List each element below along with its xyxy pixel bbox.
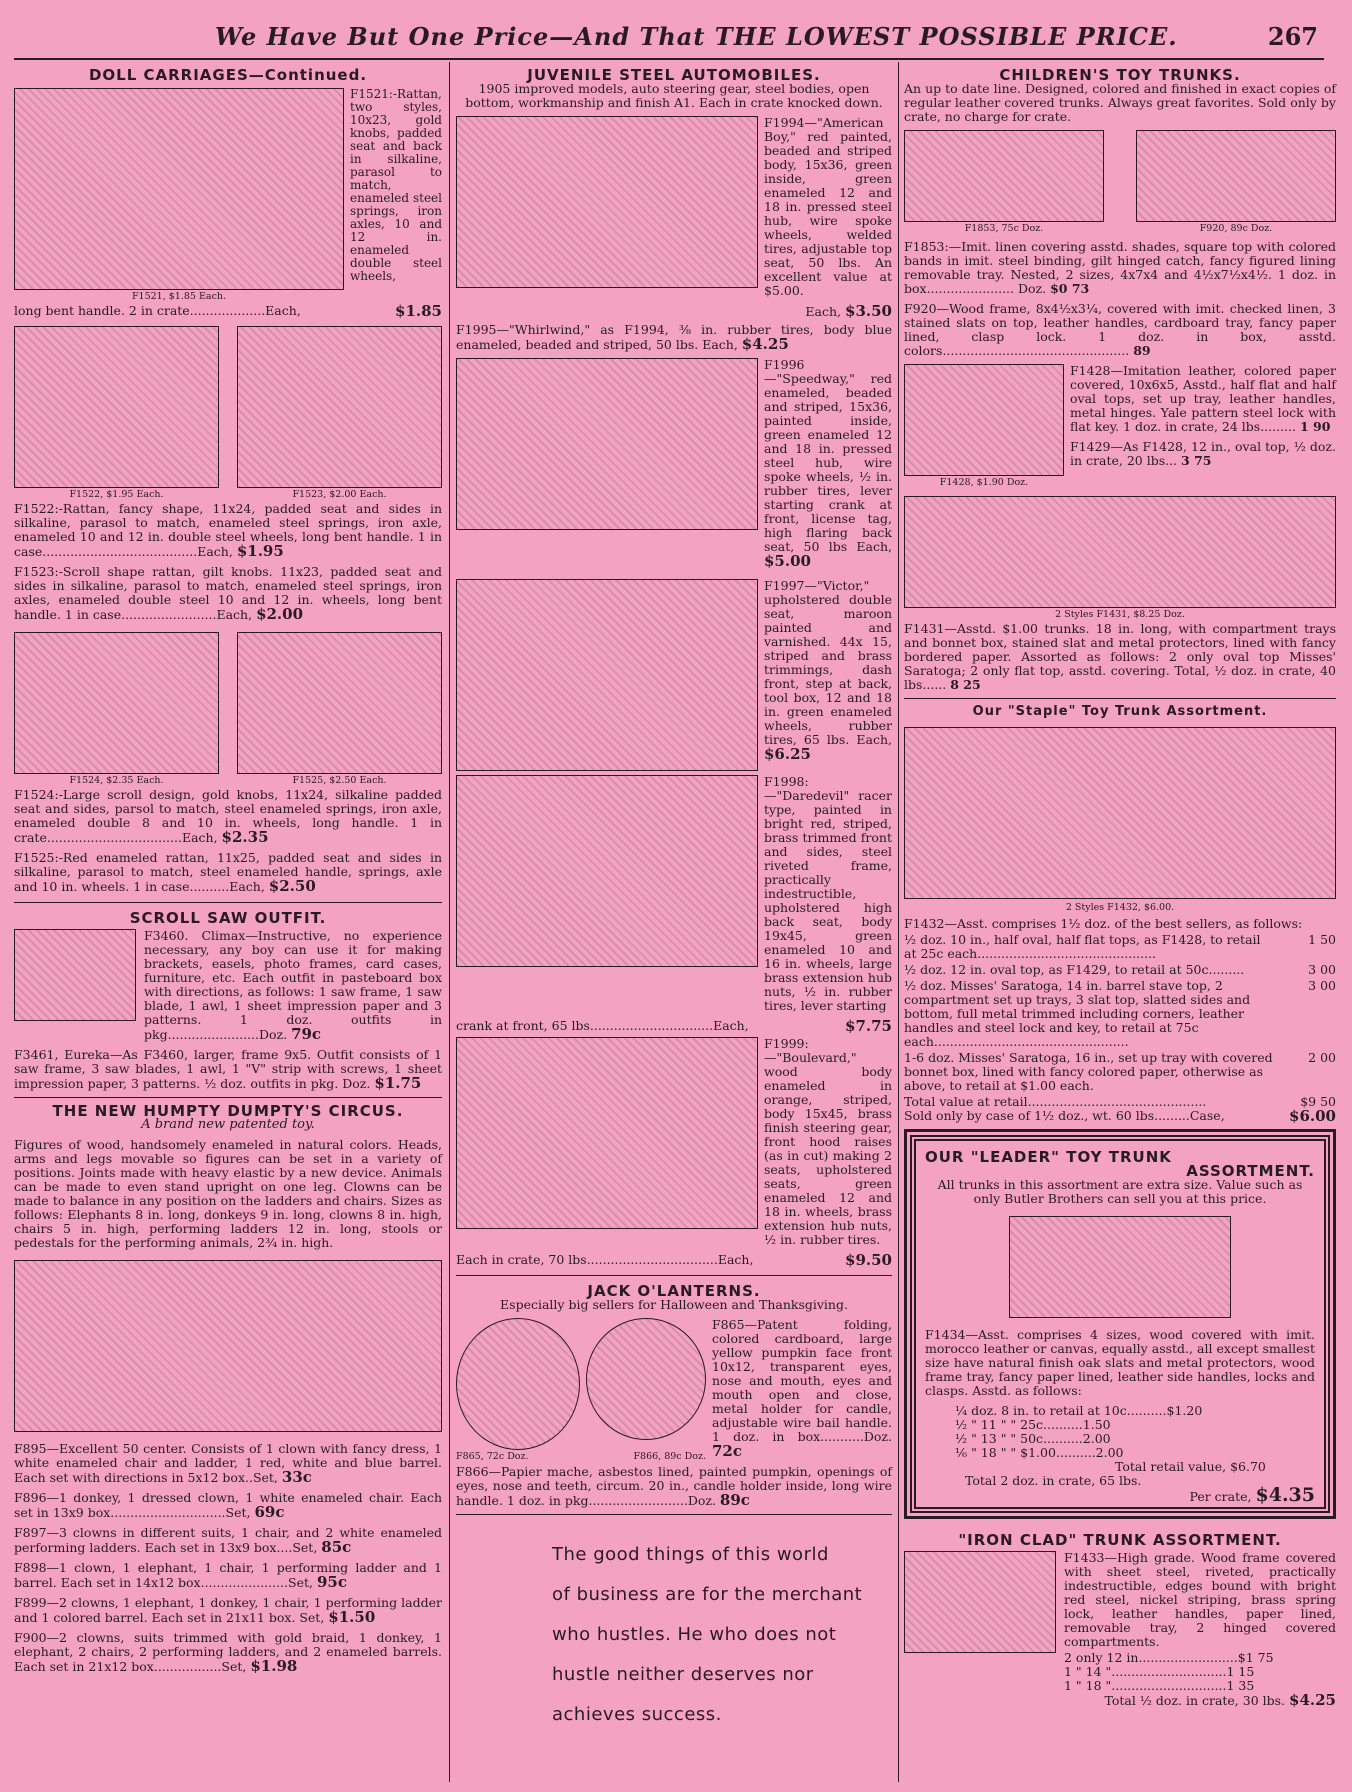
item-f3461: F3461, Eureka—As F3460, larger, frame 9x5. Outfit consists of 1 saw frame, 3 saw blades, 1 awl, 1 "V" strip with screws, 1 sheet impression paper, 3 patterns. ½ doz. outfits in pkg. Doz. $1.75 [14,1047,442,1092]
item-f1997: F1997—"Victor," upholstered double seat, maroon painted and varnished. 44x 15, striped and brass trimmings, dash front, step at back, tool box, 12 and 18 in. green enameled wheels, rubber tires, 65 lbs. Each, $6.25 [764,578,892,763]
f1433-table: 2 only 12 in.........................$1 75 1 " 14 ".............................1 15 1 " 18 ".............................1 35 [1064,1650,1274,1693]
auto-f1997-illustration [456,579,758,771]
trunk-f920-illustration [1136,130,1336,222]
leader-assortment-box: OUR "LEADER" TOY TRUNK ASSORTMENT. All trunks in this assortment are extra size. Value such as only Butler Brothers can sell you at this price. F1434—Asst. comprises 4 sizes, wood covered with imit. morocco leather or canvas, equally asstd., all except smallest size have natural finish oak slats and metal protectors, wood frame tray, fancy paper lined, leather side handles, locks and clasps. Asstd. as follows: ¼ doz. 8 in. to retail at 10c..........$1.20 ½ " 11 " " 25c..........1.50 ½ " 13 " " 50c..........2.00 ⅙ " 18 " " $1.00..........2.00 Total retail value, $6.70 Total 2 doz. in crate, 65 lbs. Per crate, $4.35 [904,1129,1336,1519]
item-f866: F866—Papier mache, asbestos lined, painted pumpkin, openings of eyes, nose and teeth, circum. 20 in., candle holder inside, long wire handle. 1 doz. in pkg.........................Doz. 89c [456,1464,892,1509]
item-f898: F898—1 clown, 1 elephant, 1 chair, 1 performing ladder and 1 barrel. Each set in 14x12 box......................Set, 95c [14,1560,442,1591]
item-f1432: F1432—Asst. comprises 1½ doz. of the best sellers, as follows: [904,916,1303,931]
item-f1525: F1525:-Red enameled rattan, 11x25, padded seat and sides in silkaline, parasol to match, steel enameled handle, springs, axle and 10 in. wheels. 1 in case..........Each, $2.50 [14,850,442,895]
item-f1994: F1994—"American Boy," red painted, beaded and striped body, 15x36, green inside, green enameled 12 and 18 in. pressed steel hub, wire spoke wheels, welded tires, adjustable top seat, 50 lbs. An excellent value at $5.00. [764,115,892,298]
item-f920: F920—Wood frame, 8x4½x3¼, covered with imit. checked linen, 3 stained slats on top, leather handles, cardboard tray, fancy paper lined, clasp lock. 1 doz. in box, asstd. colors............................................... 89 [904,301,1336,358]
trunk-f1432-illustration [904,727,1336,899]
leader-heading-2: ASSORTMENT. [1186,1162,1315,1180]
iron-clad-heading: "IRON CLAD" TRUNK ASSORTMENT. [958,1531,1282,1549]
circus-description: Figures of wood, handsomely enameled in natural colors. Heads, arms and legs movable so figures can be set in a variety of positions. Joints made with heavy elastic by a new device. Animals can be made to even stand upright on one leg. Clowns can be made to balance in any position on the ladders and chairs. Sizes as follows: Elephants 8 in. long, donkeys 9 in. long, clowns 8 in. high, chairs 5 in. high, performing ladders 12 in. long, stools or pedestals for the performing animals, 2¾ in. high. [14,1137,442,1250]
item-f1524: F1524:-Large scroll design, gold knobs, 11x24, silkaline padded seat and sides, parsol to match, steel enameled springs, iron axle, enameled double 8 and 10 in. wheels, long handle. 1 in crate..................................Each, $2.35 [14,787,442,846]
item-f899: F899—2 clowns, 1 elephant, 1 donkey, 1 chair, 1 performing ladder and 1 colored barrel. Each set in 21x11 box. Set, $1.50 [14,1595,442,1626]
item-f897: F897—3 clowns in different suits, 1 chair, and 2 white enameled performing ladders. Each set in 13x9 box....Set, 85c [14,1525,442,1556]
column-divider-2 [898,62,899,1782]
f1433-price: $4.25 [1289,1691,1336,1709]
item-f1522: F1522:-Rattan, fancy shape, 11x24, padded seat and sides in silkaline, parasol to match, enameled steel springs, iron axle, enameled 10 and 12 in. double steel wheels, long bent handle. 1 in case.......................................Each, $1.95 [14,501,442,560]
section-rule [456,1275,892,1276]
automobiles-heading: JUVENILE STEEL AUTOMOBILES. [527,66,821,84]
item-f1853: F1853:—Imit. linen covering asstd. shades, square top with colored bands in imit. steel binding, gilt hinged catch, fancy figured lining removable tray. Nested, 2 sizes, 4x7x4 and 4½x7½x4½. 1 doz. in box...................... Doz. $0 73 [904,239,1336,296]
caption-f1525: F1525, $2.50 Each. [292,775,387,786]
item-f865: F865—Patent folding, colored cardboard, large yellow pumpkin face front 10x12, transparent eyes, nose and mouth, eyes and mouth open and close, metal holder for candle, adjustable wire bail handle. 1 doz. in box...........Doz. 72c [712,1317,892,1460]
item-f1431: F1431—Asstd. $1.00 trunks. 18 in. long, with compartment trays and bonnet box, stained slat and metal protectors, lined with fancy bordered paper. Assorted as follows: 2 only oval top Misses' Saratoga; 2 only flat top, asstd. covering. Total, ½ doz. in crate, 40 lbs...... 8 25 [904,621,1336,692]
jack-olanterns-intro: Especially big sellers for Halloween and Thanksgiving. [500,1297,848,1312]
item-f900: F900—2 clowns, suits trimmed with gold braid, 1 donkey, 1 elephant, 2 chairs, 2 performing ladders, and 2 enameled barrels. Each set in 21x12 box.................Set, $1.98 [14,1630,442,1675]
f1994-price: $3.50 [845,302,892,320]
toy-trunks-intro: An up to date line. Designed, colored and finished in exact copies of regular leather covered trunks. Always great favorites. Sold only by crate, no charge for crate. [904,81,1336,124]
item-f1429: F1429—As F1428, 12 in., oval top, ½ doz. in crate, 20 lbs... 3 75 [1070,439,1336,468]
item-f1995: F1995—"Whirlwind," as F1994, ⅜ in. rubber tires, body blue enameled, beaded and striped, 50 lbs. Each, $4.25 [456,322,892,353]
circus-figures-illustration [14,1260,442,1432]
section-rule [14,902,442,903]
f1999-price: $9.50 [845,1251,892,1269]
section-rule [456,1514,892,1515]
item-f1998: F1998:—"Daredevil" racer type, painted in bright red, striped, brass trimmed front and sides, steel riveted frame, practically indestructible, upholstered high back seat, body 19x45, green enameled 10 and 16 in. wheels, large brass extension hub nuts, ½ in. rubber tires, lever starting [764,774,892,1013]
item-f1999: F1999:—"Boulevard," wood body enameled in orange, striped, body 15x45, brass finish steering gear, front hood raises (as in cut) making 2 seats, upholstered seats, green enameled 12 and 18 in. wheels, brass extension hub nuts, ½ in. rubber tires. [764,1036,892,1247]
doll-carriage-f1522-illustration [14,326,219,488]
trunk-f1434-illustration [1009,1216,1231,1318]
caption-f1521: F1521, $1.85 Each. [131,291,227,302]
doll-carriage-f1525-illustration [237,632,442,774]
trunk-f1428-illustration [904,364,1064,476]
f1521-price: $1.85 [395,302,442,320]
caption-f1523: F1523, $2.00 Each. [292,489,387,500]
item-f1428: F1428—Imitation leather, colored paper covered, 10x6x5, Asstd., half flat and half oval tops, set up tray, leather handles, metal hinges. Yale pattern steel lock with flat key. 1 doz. in crate, 24 lbs......... 1 90 [1070,363,1336,434]
f1434-price: $4.35 [1255,1484,1315,1506]
item-f1523: F1523:-Scroll shape rattan, gilt knobs. 11x23, padded seat and sides in silkaline, parasol to match, enameled steel springs, iron axles, enameled double steel 10 and 12 in. wheels, long bent handle. 1 in case........................Each, $2.00 [14,564,442,623]
jack-f866-illustration [586,1318,706,1440]
caption-f1522: F1522, $1.95 Each. [69,489,164,500]
trunk-f1853-illustration [904,130,1104,222]
f1998-price: $7.75 [845,1017,892,1035]
item-f1996: F1996—"Speedway," red enameled, beaded and striped, 15x36, painted inside, green enameled 12 and 18 in. pressed steel hub, wire spoke wheels, ½ in. rubber tires, lever starting crank at front, license tag, high flaring back seat, 50 lbs Each, $5.00 [764,357,892,570]
item-f1521: F1521:-Rattan, two styles, 10x23, gold knobs, padded seat and back in silkaline, parasol to match, enameled steel springs, iron axles, 10 and 12 in. enameled double steel wheels, [350,87,442,283]
column-right: CHILDREN'S TOY TRUNKS. An up to date line. Designed, colored and finished in exact copies of regular leather covered trunks. Always great favorites. Sold only by crate, no charge for crate. F1853, 75c Doz. F920, 89c Doz. F1853:—Imit. linen covering asstd. shades, square top with colored bands in imit. steel binding, gilt hinged catch, fancy figured lining removable tray. Nested, 2 sizes, 4x7x4 and 4½x7½x4½. 1 doz. in box...................... Doz. $0 73 F920—Wood frame, 8x4½x3¼, covered with imit. checked linen, 3 stained slats on top, leather handles, cardboard tray, fancy paper lined, clasp lock. 1 doz. in box, asstd. colors............................................... 89 F1428, $1.90 Doz. F1428—Imitation leather, colored paper covered, 10x6x5, Asstd., half flat and half oval tops, set up tray, leather handles, metal hinges. Yale pattern steel lock with flat key. 1 doz. in crate, 24 lbs......... 1 90 F1429—As F1428, 12 in., oval top, ½ doz. in crate, 20 lbs... 3 75 2 Styles F1431, $8.25 Doz. F1431—Asstd. $1.00 trunks. 18 in. long, with compartment trays and bonnet box, stained slat and metal protectors, lined with fancy bordered paper. Assorted as follows: 2 only oval top Misses' Saratoga; 2 only flat top, asstd. covering. Total, ½ doz. in crate, 40 lbs...... 8 25 Our "Staple" Toy Trunk Assortment. 2 Styles F1432, $6.00. F1432—Asst. comprises 1½ doz. of the best sellers, as follows: ½ doz. 10 in., half oval, half flat tops, as F1428, to retail at 25c each............................................. 1 50 ½ doz. 12 in. oval top, as F1429, to retail at 50c......... 3 00 ½ doz. Misses' Saratoga, 14 in. barrel stave top, 2 compartment set up trays, 3 slat top, slatted sides and bottom, full metal trimmed including corners, leather handles and steel lock and key, to retail at 75c each................................................. 3 00 1-6 doz. Misses' Saratoga, 16 in., set up tray with covered bonnet box, lined with fancy colored paper, otherwise as above, to retail at $1.00 each. 2 00 Total value at retail............................................. $9 50 Sold only by case of 1½ doz., wt. 60 lbs.........Case, $6.00 OUR "LEADER" TOY TRUNK ASSORTMENT. All trunks in this assortment are extra size. Value such as only Butler Brothers can sell you at this price. F1434—Asst. comprises 4 sizes, wood covered with imit. morocco leather or canvas, equally asstd., all except smallest size have natural finish oak slats and metal protectors, wood frame tray, fancy paper lined, leather side handles, locks and clasps. Asstd. as follows: ¼ doz. 8 in. to retail at 10c..........$1.20 ½ " 11 " " 25c..........1.50 ½ " 13 " " 50c..........2.00 ⅙ " 18 " " $1.00..........2.00 Total retail value, $6.70 Total 2 doz. in crate, 65 lbs. Per crate, $4.35 "IRON CLAD" TRUNK ASSORTMENT. F1433—High grade. Wood frame covered with sheet steel, riveted, practically indestructible, edges bound with bright red steel, nickel striping, brass spring lock, leather handles, paper lined, removable tray, 2 hinged covered compartments. 2 only 12 in.........................$1 75 1 " 14 ".............................1 15 1 " 18 ".............................1 35 Total ½ doz. in crate, 30 lbs. $4.25 [904,66,1336,1709]
leader-heading-1: OUR "LEADER" TOY TRUNK [925,1148,1172,1166]
circus-heading: THE NEW HUMPTY DUMPTY'S CIRCUS. [52,1102,404,1120]
auto-f1999-illustration [456,1037,758,1229]
doll-carriage-f1524-illustration [14,632,219,774]
page-number: 267 [1267,22,1318,51]
trunk-f1431-illustration [904,496,1336,608]
page-header [0,22,1352,62]
f1434-table: ¼ doz. 8 in. to retail at 10c..........$1.20 ½ " 11 " " 25c..........1.50 ½ " 13 " " 50c..........2.00 ⅙ " 18 " " $1.00..........2.00 Total retail value, $6.70 [955,1403,1266,1474]
scroll-saw-illustration [14,929,136,1021]
item-f1434: F1434—Asst. comprises 4 sizes, wood covered with imit. morocco leather or canvas, equally asstd., all except smallest size have natural finish oak slats and metal protectors, wood frame tray, fancy paper lined, leather side handles, locks and clasps. Asstd. as follows: [925,1327,1315,1398]
toy-trunks-heading: CHILDREN'S TOY TRUNKS. [999,66,1241,84]
item-f3460: F3460. Climax—Instructive, no experience necessary, any boy can use it for making brackets, easels, photo frames, card cases, furniture, etc. Each outfit in pasteboard box with directions, as follows: 1 saw frame, 1 saw blade, 1 awl, 1 sheet impression paper and 3 patterns. 1 doz. outfits in pkg.......................Doz. 79c [144,928,442,1043]
f1521-tail: long bent handle. 2 in crate...................Each, [14,303,301,318]
caption-f1524: F1524, $2.35 Each. [69,775,164,786]
doll-carriage-f1523-illustration [237,326,442,488]
item-f1433: F1433—High grade. Wood frame covered with sheet steel, riveted, practically indestructible, edges bound with bright red steel, nickel striping, brass spring lock, leather handles, paper lined, removable tray, 2 hinged covered compartments. [1064,1550,1336,1649]
automobiles-intro: 1905 improved models, auto steering gear, steel bodies, open bottom, workmanship and finish A1. Each in crate knocked down. [465,81,883,110]
scroll-saw-heading: SCROLL SAW OUTFIT. [129,909,327,927]
header-rule [14,58,1324,60]
doll-carriage-f1521-illustration [14,88,344,290]
page-title: We Have But One Price—And That THE LOWEST POSSIBLE PRICE. [215,22,1178,51]
leader-intro: All trunks in this assortment are extra size. Value such as only Butler Brothers can sell you at this price. [937,1177,1303,1206]
f1432-price: $6.00 [1289,1107,1336,1125]
auto-f1994-illustration [456,116,758,288]
column-middle: JUVENILE STEEL AUTOMOBILES. 1905 improved models, auto steering gear, steel bodies, open bottom, workmanship and finish A1. Each in crate knocked down. F1994—"American Boy," red painted, beaded and striped body, 15x36, green inside, green enameled 12 and 18 in. pressed steel hub, wire spoke wheels, welded tires, adjustable top seat, 50 lbs. An excellent value at $5.00. Each, $3.50 F1995—"Whirlwind," as F1994, ⅜ in. rubber tires, body blue enameled, beaded and striped, 50 lbs. Each, $4.25 F1996—"Speedway," red enameled, beaded and striped, 15x36, painted inside, green enameled 12 and 18 in. pressed steel hub, wire spoke wheels, ½ in. rubber tires, lever starting crank at front, license tag, high flaring back seat, 50 lbs Each, $5.00 F1997—"Victor," upholstered double seat, maroon painted and varnished. 44x 15, striped and brass trimmings, dash front, step at back, tool box, 12 and 18 in. green enameled wheels, rubber tires, 65 lbs. Each, $6.25 F1998:—"Daredevil" racer type, painted in bright red, striped, brass trimmed front and sides, steel riveted frame, practically indestructible, upholstered high back seat, body 19x45, green enameled 10 and 16 in. wheels, large brass extension hub nuts, ½ in. rubber tires, lever starting crank at front, 65 lbs...............................Each, $7.75 F1999:—"Boulevard," wood body enameled in orange, striped, body 15x45, brass finish steering gear, front hood raises (as in cut) making 2 seats, upholstered seats, green enameled 12 and 18 in. wheels, brass extension hub nuts, ½ in. rubber tires. Each in crate, 70 lbs.................................Each, $9.50 JACK O'LANTERNS. Especially big sellers for Halloween and Thanksgiving. F865, 72c Doz. F866, 89c Doz. F865—Patent folding, colored cardboard, large yellow pumpkin face front 10x12, transparent eyes, nose and mouth, eyes and mouth open and close, metal holder for candle, adjustable wire bail handle. 1 doz. in box...........Doz. 72c F866—Papier mache, asbestos lined, painted pumpkin, openings of eyes, nose and teeth, circum. 20 in., candle holder inside, long wire handle. 1 doz. in pkg.........................Doz. 89c The good things of this world of business are for the merchant who hustles. He who does not hustle neither deserves nor achieves success. [456,68,892,1735]
item-f895: F895—Excellent 50 center. Consists of 1 clown with fancy dress, 1 white enameled chair and ladder, 1 red, white and blue barrel. Each set with directions in 5x12 box..Set, 33c [14,1441,442,1486]
motto: The good things of this world of business are for the merchant who hustles. He who does not hustle neither deserves nor achieves success. [552,1544,863,1725]
item-f896: F896—1 donkey, 1 dressed clown, 1 white enameled chair. Each set in 13x9 box.............................Set, 69c [14,1490,442,1521]
section-rule [14,1097,442,1098]
trunk-f1433-illustration [904,1551,1056,1653]
auto-f1998-illustration [456,775,758,967]
jack-f865-illustration [456,1318,580,1450]
auto-f1996-illustration [456,358,758,530]
doll-carriages-heading: DOLL CARRIAGES—Continued. [88,66,368,84]
section-rule [904,698,1336,699]
circus-subheading: A brand new patented toy. [141,1117,315,1132]
staple-heading: Our "Staple" Toy Trunk Assortment. [972,704,1268,719]
column-left [14,68,442,1680]
column-divider-1 [449,62,450,1782]
jack-olanterns-heading: JACK O'LANTERNS. [587,1282,761,1300]
